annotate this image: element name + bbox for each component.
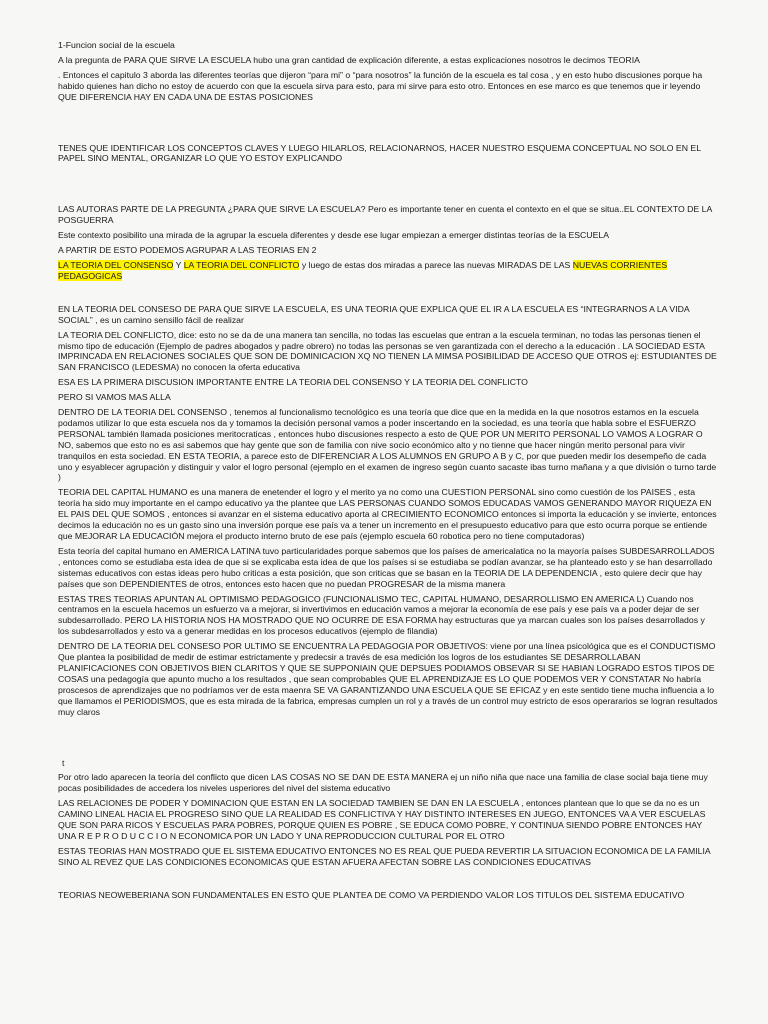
document-title: 1-Funcion social de la escuela	[58, 40, 175, 50]
paragraph: ESA ES LA PRIMERA DISCUSION IMPORTANTE ENTRE LA TEORIA DEL CONSENSO Y LA TEORIA DEL CONFLICTO	[58, 377, 528, 388]
paragraph: A PARTIR DE ESTO PODEMOS AGRUPAR A LAS TEORIAS EN 2	[58, 245, 317, 256]
paragraph: Por otro lado aparecen la teoría del conflicto que dicen LAS COSAS NO SE DAN DE ESTA MANERA ej un niño niña que nace una familia de clase social baja tiene muy pocas posibilidades de accedera los niveles usperiores del nivel del sistema educativo	[58, 772, 708, 794]
paragraph: TEORIA DEL CAPITAL HUMANO es una manera de enetender el logro y el merito ya no como una CUESTION PERSONAL sino como cuestión de los PAISES , esta teoría ha sido muy importante en el campo educativo ya the plantee que LAS PERSONAS CUANDO SOMOS EDUCADAS VAMOS GENERANDO MAYOR RIQUEZA EN EL PAIS DEL QUE SOMOS , entonces si avanzar en el sistema educativo aporta al CRECIMIENTO ECONOMICO entonces si importa la educación y se invierte, entonces decimos la educación no es un gasto sino una inversión porque ese país va a tener un incremento en el presupuesto educativo para que esto ocurra porque se entiende que MEJORAR LA EDUCACIÓN mejora el producto interno bruto de ese país (ejemplo escuela 60 robotica pero no tiene computadoras)	[58, 487, 717, 541]
paragraph: PERO SI VAMOS MAS ALLA	[58, 392, 171, 403]
paragraph-text: Y	[173, 259, 184, 270]
paragraph: TEORIAS NEOWEBERIANA SON FUNDAMENTALES EN ESTO QUE PLANTEA DE COMO VA PERDIENDO VALOR LOS TITULOS DEL SISTEMA EDUCATIVO	[58, 889, 685, 900]
paragraph: Esta teoría del capital humano en AMERICA LATINA tuvo particularidades porque sabemos que los países de americalatica no la mayoría países SUBDESARROLLADOS , entonces como se estudiaba esta idea de que si se explicaba esta idea de que los países si se estudiaba se podían avanzar, se ha planteado esto y se han desarrollado sistemas educativos con estas ideas pero hubo criticas a esta posición, que son criticas que se basan en la TEORIA DE LA DEPENDENCIA , esto quiere decir que hay países que son DEPENDIENTES de otros, entonces esto hacen que no puedan PROGRESAR de la misma manera	[58, 545, 715, 589]
paragraph: EN LA TEORIA DEL CONSESO DE PARA QUE SIRVE LA ESCUELA, ES UNA TEORIA QUE EXPLICA QUE EL IR A LA ESCUELA ES “INTEGRARNOS A LA VIDA SOCIAL” , es un camino sensillo fácil de realizar	[58, 303, 690, 325]
paragraph: ESTAS TEORIAS HAN MOSTRADO QUE EL SISTEMA EDUCATIVO ENTONCES NO ES REAL QUE PUEDA REVERTIR LA SITUACION ECONOMICA DE LA FAMILIA SINO AL REVEZ QUE LAS CONDICIONES ECONOMICAS QUE ESTAN AFUERA AFECTAN SOBRE LAS CONDICIONES EDUCATIVAS	[58, 845, 711, 867]
highlight-conflicto: LA TEORIA DEL CONFLICTO	[183, 259, 300, 270]
paragraph: LAS RELACIONES DE PODER Y DOMINACION QUE ESTAN EN LA SOCIEDAD TAMBIEN SE DAN EN LA ESCUELA , entonces plantean que lo que se da no es un CAMINO LINEAL HACIA EL PROGRESO SINO QUE LA REALIDAD ES CONFLICTIVA Y HAY DISTINTO INTERESES EN JUEGO, ENTONCES VA A VER ESCUELAS QUE SON PARA RICOS Y ESCUELAS PARA POBRES, PORQUE QUIEN ES POBRE , SE EDUCA COMO POBRE, Y CONTINUA SIENDO POBRE ENTONCES HAY UNA R E P R O D U C C I O N ECONOMICA POR UN LADO Y UNA REPRODUCCION CULTURAL POR EL OTRO	[58, 798, 706, 841]
highlight-nuevas-corrientes: NUEVAS CORRIENTES PEDAGOGICAS	[58, 259, 668, 281]
highlight-consenso: LA TEORIA DEL CONSENSO	[58, 259, 174, 270]
paragraph: TENES QUE IDENTIFICAR LOS CONCEPTOS CLAVES Y LUEGO HILARLOS, RELACIONARNOS, HACER NUESTRO ESQUEMA CONCEPTUAL NO SOLO EN EL PAPEL SINO MENTAL, ORGANIZAR LO QUE YO ESTOY EXPLICANDO	[58, 142, 701, 164]
paragraph-stray-letter: t	[62, 757, 65, 768]
paragraph: A la pregunta de PARA QUE SIRVE LA ESCUELA hubo una gran cantidad de explicación diferente, a estas explicaciones nosotros le decimos TEORIA	[58, 54, 640, 65]
paragraph-text: y luego de estas dos miradas a parece las nuevas MIRADAS DE LAS	[299, 259, 573, 270]
paragraph: ESTAS TRES TEORIAS APUNTAN AL OPTIMISMO PEDAGOGICO (FUNCIONALISMO TEC, CAPITAL HUMANO, DESARROLLISMO EN AMERICA L) Cuando nos centramos en la escuela hacemos un esfuerzo va a mejorar, si invertivimos en educación vamos a mejorar la economía de ese país y ese país va a poder dejar de ser subdesarrollado. PERO LA HISTORIA NOS HA MOSTRADO QUE NO OCURRE DE ESA FORMA hay estructuras que ya marcan cuales son los países desarrollados y los subdesarrollados y esto va a generar medidas en los procesos educativos (ejemplo de filandia)	[58, 593, 705, 637]
paragraph: Este contexto posibilito una mirada de la agrupar la escuela diferentes y desde ese lugar empiezan a emerger distintas teorías de la ESCUELA	[58, 230, 610, 241]
paragraph: . Entonces el capitulo 3 aborda las diferentes teorías que dijeron “para mi” o “para nosotros” la función de la escuela es tal cosa , y en esto hubo discusiones porque ha habido quienes han dicho no estoy de acuerdo con que la escuela sirva para esto, para mi sirve para esto otro. Entonces en ese marco es que tenemos que ir leyendo QUE DIFERENCIA HAY EN CADA UNA DE ESTAS POSICIONES	[58, 69, 703, 102]
paragraph: DENTRO DE LA TEORIA DEL CONSENSO , tenemos al funcionalismo tecnológico es una teoría que dice que en la medida en la que nosotros estamos en la escuela podamos utilizar lo que esta escuela nos da y tomamos la decisión personal vamos a poder inscertando en la sociedad, es una teoría que habla sobre el ESFUERZO PERSONAL también llamada posiciones meritocraticas , entonces hubo discusiones respecto a esto de QUE POR UN MERITO PERSONAL LO VAMOS A LOGRAR O NO, sabemos que esto no es asi sabemos que hay gente que son de familia con nive socio económico alto y no tienne que hacer ningún merito personal para vivir tranquilos en esta sociedad. EN ESTA TEORIA, a parece esto de DIFERENCIAR A LOS ALUMNOS EN GRUPO A B y C, por que pueden medir los desempeño de cada uno y esyablecer agrupación y distinguir y valor el logro personal (ejemplo en el examen de ingreso según cuanto sacaste ibas turno mañana y a que división o turno tarde )	[58, 407, 717, 483]
paragraph: LAS AUTORAS PARTE DE LA PREGUNTA ¿PARA QUE SIRVE LA ESCUELA? Pero es importante tener en cuenta el contexto en el que se situa..EL CONTEXTO DE LA POSGUERRA	[58, 204, 712, 226]
paragraph: LA TEORIA DEL CONFLICTO, dice: esto no se da de una manera tan sencilla, no todas las escuelas que entran a la escuela terminan, no todas las personas tienen el mismo tipo de educación (Ejemplo de padres abogados y padre obrero) no todas las personas se ven garantizada con el derecho a la educación . LA SOCIEDAD ESTA IMPRINCADA EN RELACIONES SOCIALES QUE SON DE DOMINICACION XQ NO TIENEN LA MIMSA POSIBILIDAD DE ACCESO QUE OTROS ej: ESTUDIANTES DE SAN FRANCISCO (LEDESMA) no conocen la oferta educativa	[58, 329, 717, 373]
paragraph: DENTRO DE LA TEORIA DEL CONSESO POR ULTIMO SE ENCUENTRA LA PEDAGOGIA POR OBJETIVOS: viene por una línea psicológica que es el CONDUCTISMO Que plantea la posibilidad de medir de estimar estrictamente y predecsir a través de esa medición los logros de los estudiantes SE DESARROLLABAN PLANIFICACIONES CON OBJETIVOS BIEN CLARITOS Y QUE SE SUPPONIAIN QUE DEPSUES PODIAMOS OBSEVAR SI SE HABIAN LOGRADO ESTOS TIPOS DE COSAS una pedagogía que apunto mucho a los resultados , que sean comprobables QUE EL APRENDIZAJE ES LO QUE PODEMOS VER Y CONSTATAR No habría proscesos de aprendizajes que no podríamos ver de esta maenra SE VA GARANTIZANDO UNA ESCUELA QUE SE EFICAZ y en este sentido tiene mucha influencia a lo que llamamos el PERIODISMOS, que es esta mirada de la fabrica, empresas cumplen un rol y a través de un control muy estricto de esos operararios se logran resultados muy claros	[58, 641, 718, 717]
paragraph-highlighted	[58, 260, 718, 282]
